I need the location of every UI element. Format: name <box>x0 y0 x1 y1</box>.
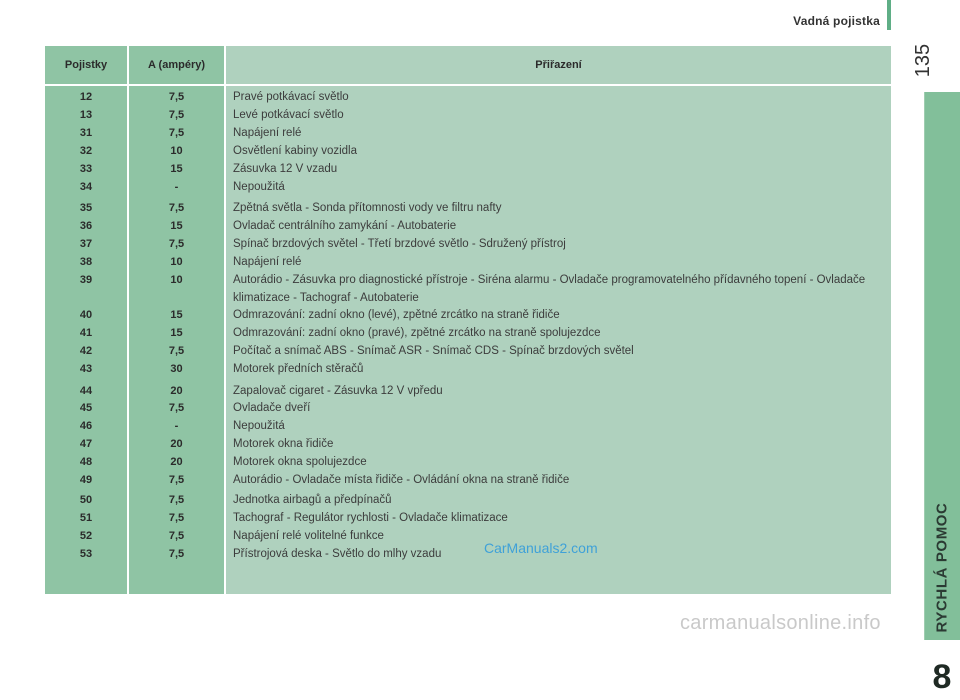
fuse-number: 33 <box>79 163 93 175</box>
fuse-assignment: Zásuvka 12 V vzadu <box>233 163 338 175</box>
fuse-amperage: 7,5 <box>168 127 185 139</box>
fuse-number: 37 <box>79 238 93 250</box>
fuse-assignment: Odmrazování: zadní okno (pravé), zpětné zrcátko na straně spolujezdce <box>233 327 601 339</box>
fuse-assignment: Nepoužitá <box>233 181 285 193</box>
header-title: Vadná pojistka <box>793 14 880 28</box>
fuse-amperage: 15 <box>170 327 183 339</box>
fuse-number: 48 <box>79 456 93 468</box>
fuse-amperage: 7,5 <box>168 91 185 103</box>
fuse-assignment: Tachograf - Regulátor rychlosti - Ovladače klimatizace <box>233 512 508 524</box>
fuse-amperage: 10 <box>170 274 183 286</box>
header-fuse: Pojistky <box>64 59 108 71</box>
fuse-amperage: 7,5 <box>168 548 185 560</box>
chapter-label <box>924 482 960 652</box>
fuse-amperage: 7,5 <box>168 512 185 524</box>
footer-watermark: carmanualsonline.info <box>680 612 881 634</box>
fuse-amperage: 15 <box>170 309 183 321</box>
fuse-number: 53 <box>79 548 93 560</box>
fuse-assignment: Levé potkávací světlo <box>233 109 344 121</box>
fuse-amperage: 30 <box>170 363 183 375</box>
fuse-assignment: Osvětlení kabiny vozidla <box>233 145 358 157</box>
fuse-number: 44 <box>79 385 93 397</box>
fuse-amperage: 7,5 <box>168 474 185 486</box>
fuse-number: 45 <box>79 402 93 414</box>
fuse-assignment: Motorek předních stěračů <box>233 363 364 375</box>
chapter-number: 8 <box>932 657 952 696</box>
fuse-number: 52 <box>79 530 93 542</box>
fuse-number: 49 <box>79 474 93 486</box>
fuse-number: 51 <box>79 512 93 524</box>
fuse-number: 34 <box>79 181 93 193</box>
fuse-number: 47 <box>79 438 93 450</box>
fuse-assignment: Motorek okna spolujezdce <box>233 456 367 468</box>
fuse-assignment: Pravé potkávací světlo <box>233 91 349 103</box>
fuse-number: 32 <box>79 145 93 157</box>
fuse-assignment: Zapalovač cigaret - Zásuvka 12 V vpředu <box>233 385 443 397</box>
header-divider <box>45 84 891 86</box>
fuse-number: 39 <box>79 274 93 286</box>
page-number <box>910 40 938 80</box>
fuse-amperage: 7,5 <box>168 238 185 250</box>
fuse-number: 43 <box>79 363 93 375</box>
fuse-assignment: Zpětná světla - Sonda přítomnosti vody ve filtru nafty <box>233 202 502 214</box>
fuse-number: 12 <box>79 91 93 103</box>
fuse-amperage: 7,5 <box>168 402 185 414</box>
carmanuals-watermark: CarManuals2.com <box>484 540 598 556</box>
fuse-assignment: Napájení relé <box>233 256 302 268</box>
fuse-assignment: Odmrazování: zadní okno (levé), zpětné zrcátko na straně řidiče <box>233 309 560 321</box>
fuse-amperage: 20 <box>170 456 183 468</box>
fuse-number: 35 <box>79 202 93 214</box>
fuse-assignment: Napájení relé volitelné funkce <box>233 530 384 542</box>
fuse-amperage: 7,5 <box>168 109 185 121</box>
fuse-amperage: 15 <box>170 220 183 232</box>
fuse-amperage: 7,5 <box>168 345 185 357</box>
fuse-amperage: 10 <box>170 145 183 157</box>
fuse-number: 46 <box>79 420 93 432</box>
fuse-amperage: 15 <box>170 163 183 175</box>
fuse-amperage: 10 <box>170 256 183 268</box>
fuse-number: 41 <box>79 327 93 339</box>
fuse-assignment: Napájení relé <box>233 127 302 139</box>
fuse-assignment: Ovladač centrálního zamykání - Autobaterie <box>233 220 457 232</box>
fuse-assignment: Počítač a snímač ABS - Snímač ASR - Snímač CDS - Spínač brzdových světel <box>233 345 634 357</box>
fuse-assignment: Spínač brzdových světel - Třetí brzdové světlo - Sdružený přístroj <box>233 238 566 250</box>
chapter-label-text: RYCHLÁ POMOC <box>933 502 951 632</box>
fuse-number: 38 <box>79 256 93 268</box>
fuse-amperage: 7,5 <box>168 494 185 506</box>
fuse-number: 36 <box>79 220 93 232</box>
fuse-number: 42 <box>79 345 93 357</box>
fuse-assignment: Motorek okna řidiče <box>233 438 334 450</box>
fuse-assignment: Nepoužitá <box>233 420 285 432</box>
header-assignment: Přiřazení <box>535 59 582 71</box>
page-number-text: 135 <box>912 43 935 77</box>
fuse-amperage: 20 <box>170 385 183 397</box>
fuse-amperage: - <box>174 420 179 432</box>
fuse-number: 50 <box>79 494 93 506</box>
fuse-number: 40 <box>79 309 93 321</box>
fuse-amperage: - <box>174 181 179 193</box>
fuse-assignment: Přístrojová deska - Světlo do mlhy vzadu <box>233 548 442 560</box>
fuse-assignment: Autorádio - Ovladače místa řidiče - Ovládání okna na straně řidiče <box>233 474 570 486</box>
fuse-amperage: 7,5 <box>168 530 185 542</box>
header-amp: A (ampéry) <box>147 59 206 71</box>
fuse-amperage: 20 <box>170 438 183 450</box>
fuse-assignment: Autorádio - Zásuvka pro diagnostické přístroje - Siréna alarmu - Ovladače programovatelného přídavného topení - Ovladače klimatizace - Tachograf - Autobaterie <box>233 274 866 304</box>
fuse-assignment: Jednotka airbagů a předpínačů <box>233 494 392 506</box>
fuse-amperage: 7,5 <box>168 202 185 214</box>
header-accent-bar <box>887 0 891 30</box>
fuse-assignment: Ovladače dveří <box>233 402 311 414</box>
chapter-side-tab <box>914 92 960 696</box>
fuse-number: 31 <box>79 127 93 139</box>
fuse-number: 13 <box>79 109 93 121</box>
fuse-table <box>45 46 891 594</box>
